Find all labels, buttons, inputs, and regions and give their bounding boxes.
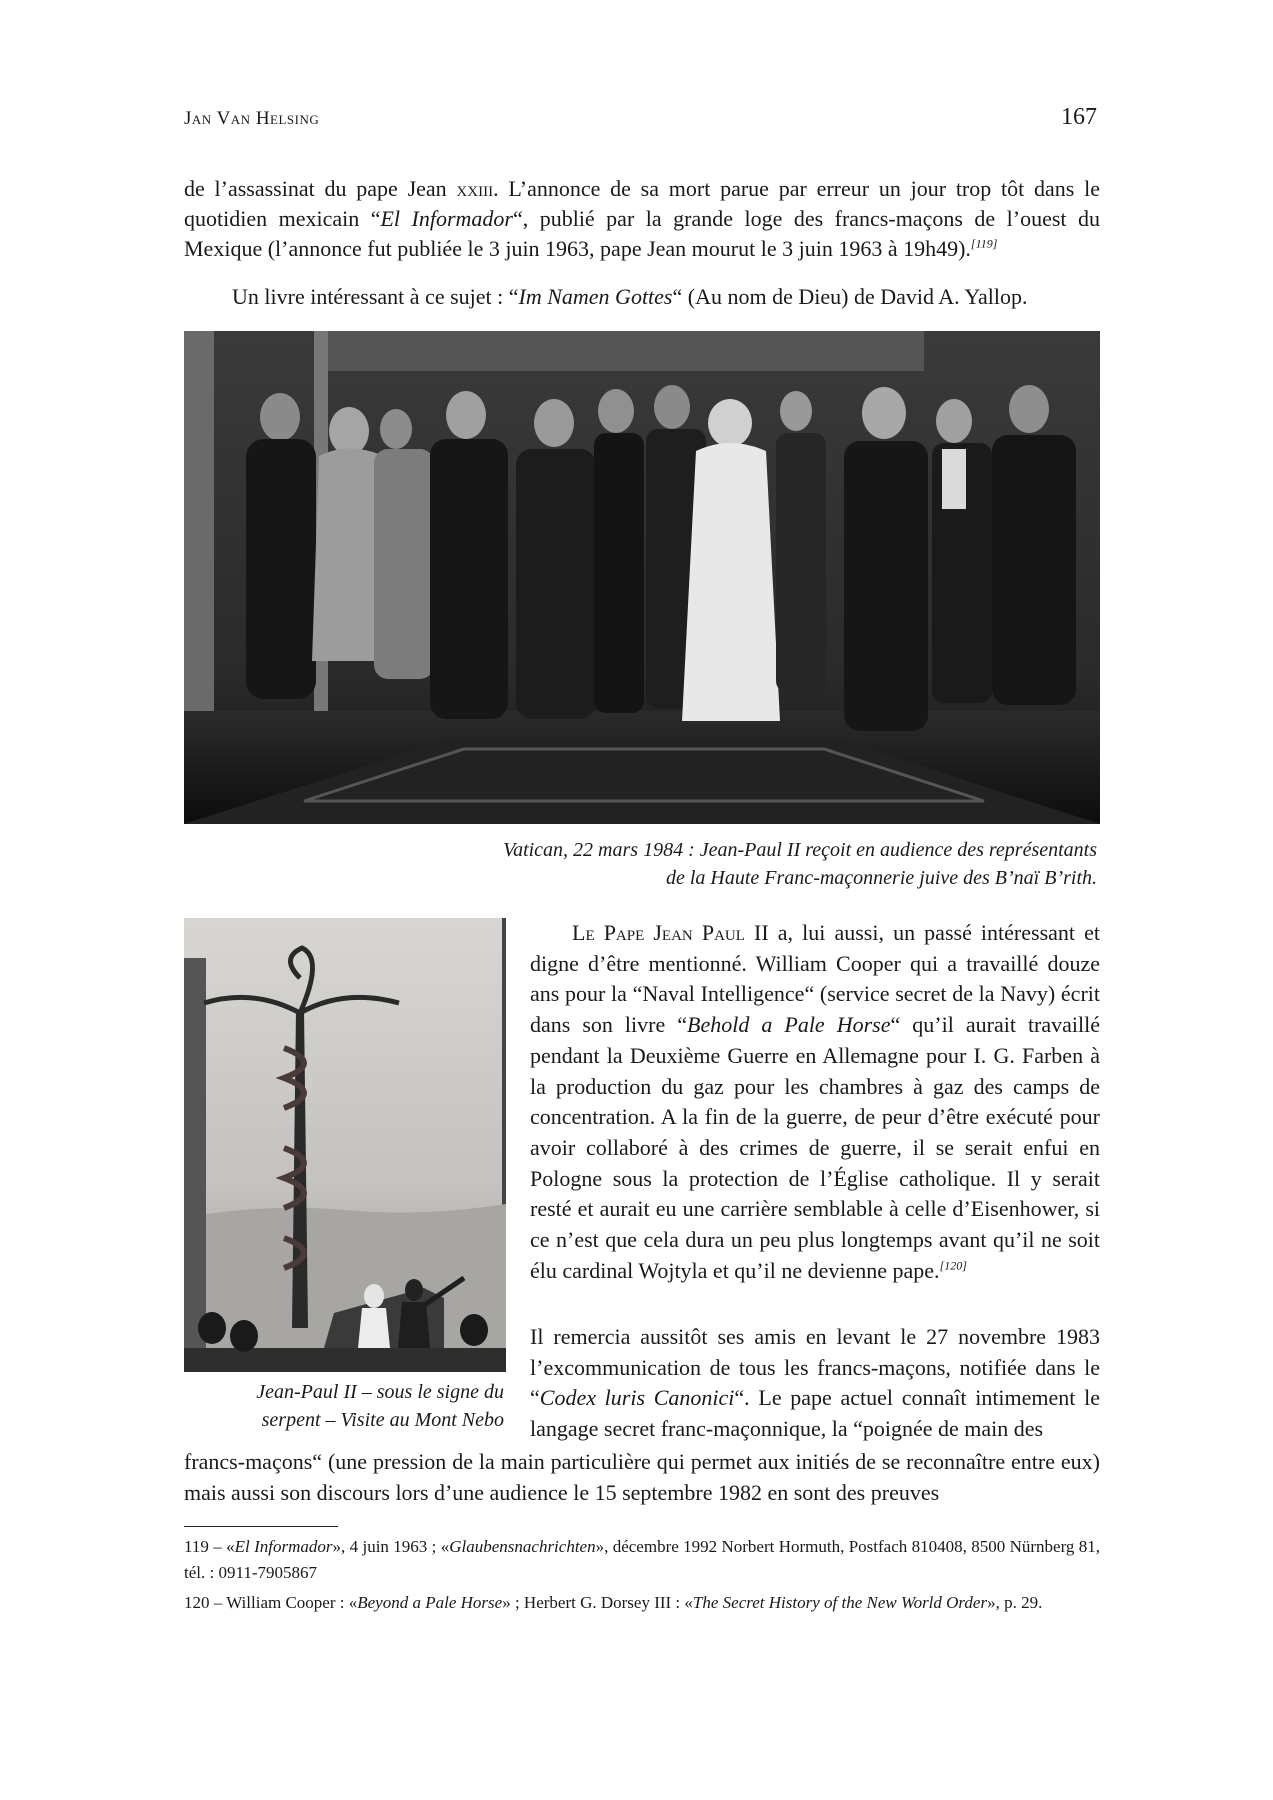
serpent-cross-photograph [184,918,506,1372]
paragraph-4: Il remercia aussitôt ses amis en levant le 27 novembre 1983 l’excommunication de tous les francs-maçons, notifiée dans le “Codex luris Canonici“. Le pape actuel connaît intimement le langage secret franc-maçonnique, la “poignée de main des [530,1324,1100,1442]
book-title-cooper: Behold a Pale Horse [687,1012,891,1038]
footnote-ref-120: [120] [939,1258,967,1273]
group-photograph [184,331,1100,824]
side-photo-caption: Jean-Paul II – sous le signe du serpent – Visite au Mont Nebo [256,1381,504,1431]
page-number: 167 [1061,104,1097,130]
footnote-rule [184,1526,338,1527]
paragraph-4-continued: francs-maçons“ (une pression de la main particulière qui permet aux initiés de se reconnaître entre eux) mais aussi son discours lors d’une audience le 15 septembre 1982 en sont des preuves [184,1449,1100,1505]
footnote-120: 120 – William Cooper : «Beyond a Pale Horse» ; Herbert G. Dorsey III : «The Secret History of the New World Order», p. 29. [184,1593,1043,1612]
paragraph-1: de l’assassinat du pape Jean xxiii. L’annonce de sa mort parue par erreur un jour trop tôt dans le quotidien mexicain “El Informador“, publié par la grande loge des francs-maçons de l’ouest du Mexique (l’annonce fut publiée le 3 juin 1963, pape Jean mourut le 3 juin 1963 à 19h49).[119] [184,176,1100,261]
footnote-ref-119: [119] [970,236,998,251]
newspaper-title: El Informador [380,206,513,231]
main-photo-caption: Vatican, 22 mars 1984 : Jean-Paul II reçoit en audience des représentants de la Haute Franc-maçonnerie juive des B’naï B’rith. [503,839,1097,889]
running-header-author: Jan Van Helsing [184,108,320,129]
codex-title: Codex luris Canonici [539,1385,735,1411]
roman-numeral: xxiii [456,176,494,201]
book-title: Im Namen Gottes [518,284,673,309]
paragraph-2: Un livre intéressant à ce sujet : “Im Namen Gottes“ (Au nom de Dieu) de David A. Yallop. [232,284,1028,309]
pope-name: Le Pape Jean Paul [572,920,745,945]
paragraph-3: Le Pape Jean Paul II a, lui aussi, un passé intéressant et digne d’être mentionné. William Cooper qui a travaillé douze ans pour la “Naval Intelligence“ (service secret de la Navy) écrit dans son livre “Behold a Pale Horse“ qu’il aurait travaillé pendant la Deuxième Guerre en Allemagne pour I. G. Farben à la production du gaz pour les chambres à gaz des camps de concentration. A la fin de la guerre, de peur d’être exécuté pour avoir collaboré à des crimes de guerre, il se serait enfui en Pologne sous la protection de l’Église catholique. Il y serait resté et aurait eu une carrière semblable à celle d’Eisenhower, si ce n’est que cela dura un peu plus longtemps avant qu’il ne soit élu cardinal Wojtyla et qu’il ne devienne pape.[120] [530,920,1101,1283]
footnote-119: 119 – «El Informador», 4 juin 1963 ; «Glaubensnachrichten», décembre 1992 Norbert Hormuth, Postfach 810408, 8500 Nürnberg 81, tél. : 0911-7905867 [184,1537,1101,1582]
